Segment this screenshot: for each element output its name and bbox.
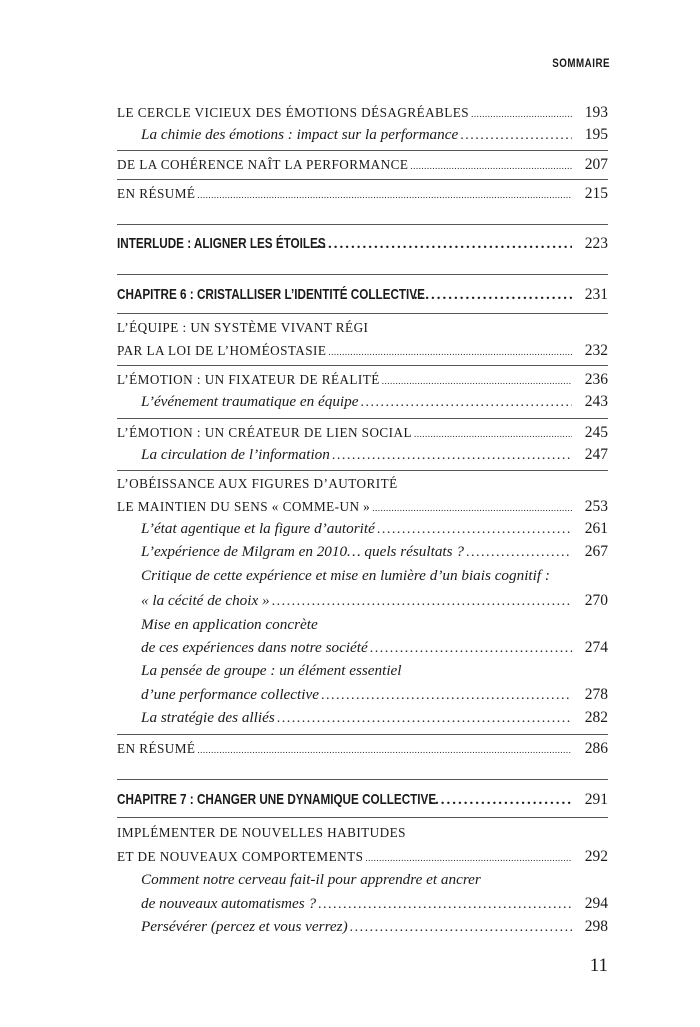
toc-entry-title: L’OBÉISSANCE AUX FIGURES D’AUTORITÉ — [117, 476, 398, 491]
toc-entry-title: LE MAINTIEN DU SENS « COMME-UN » — [117, 499, 371, 514]
toc-entry-title: L’ÉMOTION : UN CRÉATEUR DE LIEN SOCIAL — [117, 425, 412, 440]
leader-dots — [414, 287, 572, 304]
toc-entry[interactable] — [117, 848, 608, 866]
toc-chapter[interactable] — [117, 791, 608, 809]
leader-dots — [466, 545, 572, 561]
leader-dots — [277, 711, 572, 727]
divider — [117, 274, 608, 275]
leader-dots — [197, 190, 572, 200]
toc-entry[interactable] — [117, 371, 608, 389]
toc-entry-title: L’état agentique et la figure d’autorité — [141, 520, 375, 537]
toc-entry[interactable] — [117, 156, 608, 174]
toc-entry[interactable] — [141, 393, 608, 411]
running-header: SOMMAIRE — [552, 58, 610, 70]
toc-entry-title: d’une performance collective — [141, 686, 319, 703]
toc-entry-title: de nouveaux automatismes ? — [141, 895, 317, 912]
divider — [117, 313, 608, 314]
toc-entry[interactable] — [117, 740, 608, 758]
divider — [117, 734, 608, 735]
divider — [117, 418, 608, 419]
toc-entry[interactable] — [117, 342, 608, 360]
toc-entry-page: 291 — [584, 791, 608, 808]
toc-chapter-title: CHAPITRE 7 : CHANGER UNE DYNAMIQUE COLLECTIVE — [117, 791, 437, 808]
toc-entry-title: La chimie des émotions : impact sur la performance — [141, 126, 459, 143]
toc-chapter[interactable] — [117, 235, 608, 253]
leader-dots — [332, 448, 572, 464]
toc-entry[interactable] — [141, 639, 608, 657]
toc-entry-page: 223 — [584, 235, 608, 252]
leader-dots — [321, 688, 572, 704]
leader-dots — [370, 641, 572, 657]
divider — [117, 224, 608, 225]
leader-dots — [460, 128, 572, 144]
toc-entry-title: Mise en application concrète — [141, 616, 318, 633]
leader-dots — [350, 920, 572, 936]
toc-entry[interactable] — [141, 895, 608, 913]
toc-entry-title: Comment notre cerveau fait-il pour apprendre et ancrer — [141, 871, 481, 888]
toc-entry[interactable] — [141, 446, 608, 464]
leader-dots — [318, 897, 572, 913]
leader-dots — [410, 161, 572, 171]
leader-dots — [377, 522, 572, 538]
toc-entry-title: EN RÉSUMÉ — [117, 186, 196, 201]
toc-entry-title: LE CERCLE VICIEUX DES ÉMOTIONS DÉSAGRÉABLES — [117, 105, 470, 120]
leader-dots — [365, 853, 572, 863]
toc-entry[interactable] — [141, 126, 608, 144]
toc-entry-page: 232 — [584, 342, 608, 359]
toc-entry-page: 247 — [584, 446, 608, 463]
toc-entry-page: 215 — [584, 185, 608, 202]
toc-entry[interactable] — [117, 104, 608, 122]
toc-entry-title: L’ÉMOTION : UN FIXATEUR DE RÉALITÉ — [117, 372, 380, 387]
divider — [117, 470, 608, 471]
toc-entry-title: Persévérer (percez et vous verrez) — [141, 918, 348, 935]
toc-entry-title: La pensée de groupe : un élément essentiel — [141, 662, 402, 679]
toc-entry-page: 278 — [584, 686, 608, 703]
toc-entry-page: 261 — [584, 520, 608, 537]
toc-entry-page: 286 — [584, 740, 608, 757]
divider — [117, 150, 608, 151]
leader-dots — [429, 792, 572, 809]
toc-entry-title: PAR LA LOI DE L’HOMÉOSTASIE — [117, 343, 327, 358]
toc-entry-page: 245 — [584, 424, 608, 441]
toc-entry-title: DE LA COHÉRENCE NAÎT LA PERFORMANCE — [117, 157, 409, 172]
toc-entry-title: « la cécité de choix » — [141, 592, 270, 609]
toc-entry-title: L’ÉQUIPE : UN SYSTÈME VIVANT RÉGI — [117, 320, 369, 335]
toc-entry-page: 236 — [584, 371, 608, 388]
toc-chapter-title: CHAPITRE 6 : CRISTALLISER L’IDENTITÉ COLLECTIVE — [117, 286, 425, 303]
toc-entry-page: 292 — [584, 848, 608, 865]
divider — [117, 817, 608, 818]
leader-dots — [382, 376, 572, 386]
toc-entry-title: Critique de cette expérience et mise en lumière d’un biais cognitif : — [141, 567, 550, 584]
toc-entry-title: IMPLÉMENTER DE NOUVELLES HABITUDES — [117, 825, 406, 840]
toc-entry-page: 193 — [584, 104, 608, 121]
toc-entry[interactable] — [141, 520, 608, 538]
toc-entry-title: ET DE NOUVEAUX COMPORTEMENTS — [117, 849, 364, 864]
toc-entry-page: 267 — [584, 543, 608, 560]
toc-entry-page: 207 — [584, 156, 608, 173]
toc-entry-page: 282 — [584, 709, 608, 726]
toc-entry-title: La stratégie des alliés — [141, 709, 275, 726]
toc-entry[interactable] — [141, 709, 608, 727]
leader-dots — [471, 109, 572, 119]
leader-dots — [372, 503, 572, 513]
toc-entry-page: 298 — [584, 918, 608, 935]
toc-entry-title: L’expérience de Milgram en 2010… quels résultats ? — [141, 543, 464, 560]
toc-entry[interactable] — [141, 918, 608, 936]
toc-entry-title: La circulation de l’information — [141, 446, 330, 463]
toc-entry-page: 270 — [584, 592, 608, 609]
toc-entry-page: 274 — [584, 639, 608, 656]
toc-entry[interactable] — [117, 185, 608, 203]
leader-dots — [360, 395, 572, 411]
toc-entry-title: de ces expériences dans notre société — [141, 639, 368, 656]
page-number: 11 — [589, 955, 608, 976]
toc-entry[interactable] — [117, 498, 608, 516]
divider — [117, 179, 608, 180]
toc-entry-page: 243 — [584, 393, 608, 410]
toc-chapter[interactable] — [117, 286, 608, 304]
divider — [117, 779, 608, 780]
toc-entry[interactable] — [141, 592, 608, 610]
toc-entry-page: 253 — [584, 498, 608, 515]
toc-entry[interactable] — [141, 686, 608, 704]
toc-entry-title: L’événement traumatique en équipe — [141, 393, 359, 410]
toc-entry[interactable] — [117, 424, 608, 442]
toc-entry-page: 231 — [584, 286, 608, 303]
leader-dots — [328, 347, 572, 357]
toc-entry-page: 195 — [584, 126, 608, 143]
leader-dots — [197, 745, 572, 755]
toc-chapter-title: INTERLUDE : ALIGNER LES ÉTOILES — [117, 235, 326, 252]
leader-dots — [317, 236, 572, 253]
toc-entry[interactable] — [141, 543, 608, 561]
toc-entry-page: 294 — [584, 895, 608, 912]
leader-dots — [414, 429, 572, 439]
toc-entry-title: EN RÉSUMÉ — [117, 741, 196, 756]
leader-dots — [272, 594, 572, 610]
divider — [117, 365, 608, 366]
